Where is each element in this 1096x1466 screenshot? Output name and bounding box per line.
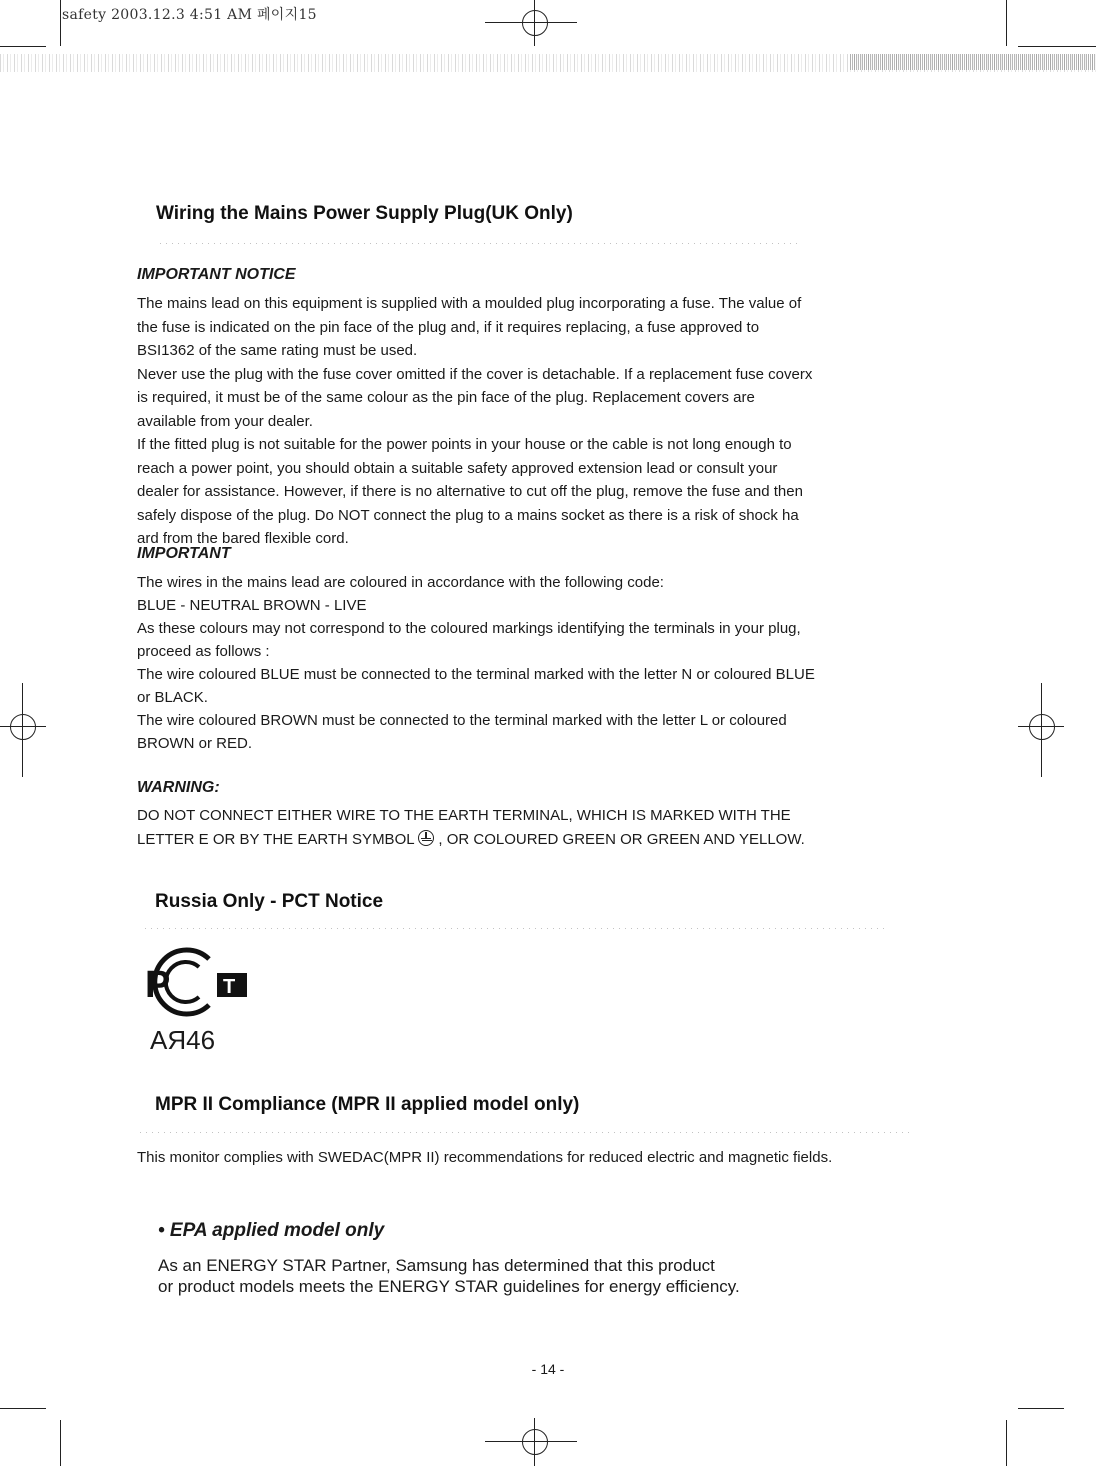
important-line: proceed as follows : bbox=[137, 643, 270, 660]
pct-cert-code: AЯ46 bbox=[150, 1025, 216, 1055]
warning-line: DO NOT CONNECT EITHER WIRE TO THE EARTH TERMINAL, WHICH IS MARKED WITH THE bbox=[137, 807, 791, 824]
warning-heading: WARNING: bbox=[137, 779, 220, 796]
notice-line: Never use the plug with the fuse cover omitted if the cover is detachable. If a replacement fuse coverx bbox=[137, 365, 813, 383]
important-line: BROWN or RED. bbox=[137, 735, 253, 752]
notice-line: reach a power point, you should obtain a suitable safety approved extension lead or consult your bbox=[137, 459, 778, 477]
important-line: The wire coloured BLUE must be connected to the terminal marked with the letter N or coloured BLUE bbox=[137, 666, 815, 683]
dotted-rule bbox=[140, 1132, 910, 1133]
notice-line: the fuse is indicated on the pin face of the plug and, if it requires replacing, a fuse approved to bbox=[137, 318, 760, 336]
dotted-rule bbox=[145, 928, 885, 929]
pct-certification-logo bbox=[135, 945, 255, 1017]
warning-line2-post: , OR COLOURED GREEN OR GREEN AND YELLOW. bbox=[438, 830, 805, 848]
notice-line: dealer for assistance. However, if there is no alternative to cut off the plug, remove the fuse and then bbox=[137, 483, 803, 500]
pct-letter-p: P bbox=[145, 964, 171, 1006]
notice-line: available from your dealer. bbox=[137, 412, 313, 430]
important-body bbox=[137, 571, 927, 755]
epa-line: As an ENERGY STAR Partner, Samsung has determined that this product bbox=[158, 1256, 715, 1275]
warning-line bbox=[137, 828, 927, 852]
scan-noise-band-dark bbox=[850, 54, 1096, 70]
important-line: or BLACK. bbox=[137, 689, 208, 706]
mpr-section-title: MPR II Compliance (MPR II applied model only) bbox=[155, 1094, 580, 1115]
epa-line: or product models meets the ENERGY STAR guidelines for energy efficiency. bbox=[158, 1277, 740, 1296]
notice-line: safely dispose of the plug. Do NOT connect the plug to a mains socket as there is a risk of shock ha bbox=[137, 506, 799, 524]
notice-line: The mains lead on this equipment is supplied with a moulded plug incorporating a fuse. The value of bbox=[137, 295, 802, 312]
important-notice-heading: IMPORTANT NOTICE bbox=[137, 266, 296, 283]
warning-body bbox=[137, 804, 927, 851]
warning-line2-pre: LETTER E OR BY THE EARTH SYMBOL bbox=[137, 830, 415, 848]
notice-line: ard from the bared flexible cord. bbox=[137, 530, 349, 547]
important-line: BLUE - NEUTRAL BROWN - LIVE bbox=[137, 597, 367, 614]
notice-line: is required, it must be of the same colour as the pin face of the plug. Replacement covers are bbox=[137, 389, 755, 406]
print-header: safety 2003.12.3 4:51 AM 페이지15 bbox=[62, 7, 317, 23]
epa-section-title: • EPA applied model only bbox=[158, 1220, 385, 1241]
russia-section-title: Russia Only - PCT Notice bbox=[155, 891, 384, 912]
pct-inner-arc bbox=[166, 962, 199, 1002]
important-line: As these colours may not correspond to the coloured markings identifying the terminals in your plug, bbox=[137, 620, 801, 637]
mpr-body: This monitor complies with SWEDAC(MPR II) recommendations for reduced electric and magnetic fields. bbox=[137, 1149, 833, 1166]
wiring-section-title: Wiring the Mains Power Supply Plug(UK Only) bbox=[156, 203, 573, 224]
page-number: - 14 - bbox=[531, 1361, 565, 1377]
important-line: The wires in the mains lead are coloured in accordance with the following code: bbox=[137, 574, 664, 591]
notice-line: If the fitted plug is not suitable for the power points in your house or the cable is not long enough to bbox=[137, 436, 792, 453]
pct-letter-t: T bbox=[223, 976, 236, 998]
dotted-rule bbox=[160, 243, 800, 244]
important-heading: IMPORTANT bbox=[137, 545, 231, 562]
earth-symbol-icon bbox=[418, 830, 434, 846]
important-notice-body bbox=[137, 292, 927, 551]
epa-body bbox=[158, 1255, 918, 1297]
notice-line: BSI1362 of the same rating must be used. bbox=[137, 342, 418, 359]
important-line: The wire coloured BROWN must be connected to the terminal marked with the letter L or coloured bbox=[137, 712, 787, 729]
